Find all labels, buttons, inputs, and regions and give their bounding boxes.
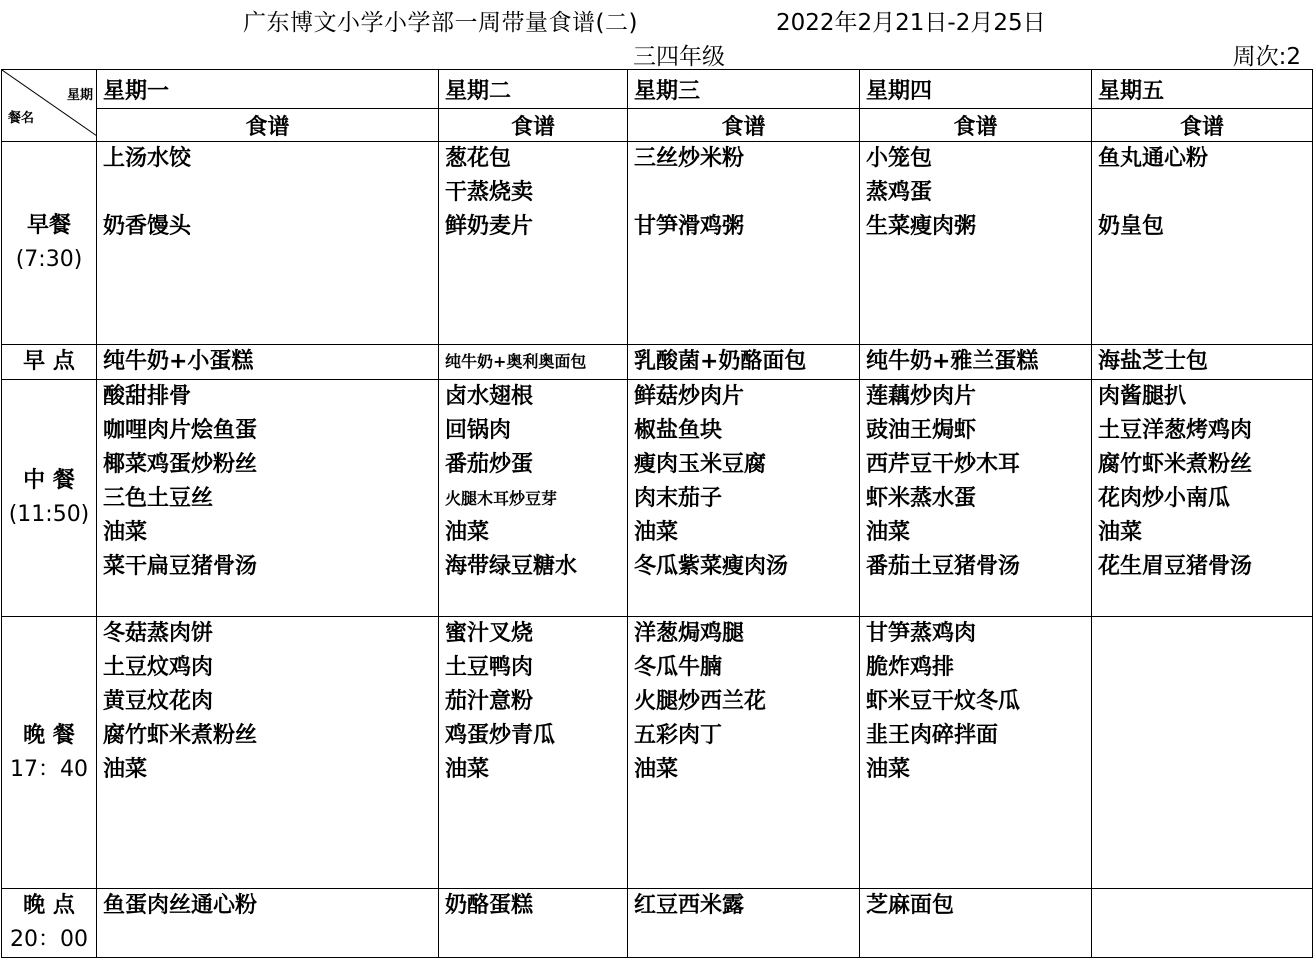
week-number: 周次:2	[1232, 44, 1301, 70]
dish-item: 油菜	[634, 757, 679, 782]
menu-cell	[860, 345, 1092, 380]
dish-item: 土豆鸭肉	[445, 655, 534, 680]
menu-table	[1, 69, 1313, 958]
dish-item: 冬菇蒸肉饼	[103, 621, 214, 646]
meal-row-evening-snack	[2, 889, 1313, 958]
menu-cell	[97, 142, 439, 345]
dish-item: 海带绿豆糖水	[445, 554, 578, 579]
meal-label	[2, 345, 97, 380]
dish-item: 火腿炒西兰花	[634, 689, 767, 714]
day-header-monday: 星期一	[97, 70, 439, 109]
dish-item: 酸甜排骨	[103, 384, 192, 409]
dish-item: 五彩肉丁	[634, 723, 723, 748]
meal-time: (11:50)	[8, 502, 90, 527]
menu-cell	[1092, 142, 1313, 345]
dish-item: 油菜	[634, 520, 679, 545]
dish-item: 鸡蛋炒青瓜	[445, 723, 556, 748]
menu-cell	[97, 617, 439, 889]
dish-item: 蒸鸡蛋	[866, 180, 933, 205]
meal-row-lunch	[2, 380, 1313, 617]
menu-cell	[628, 889, 860, 958]
menu-cell	[628, 142, 860, 345]
recipe-subheader: 食谱	[439, 109, 628, 142]
dish-item: 番茄炒蛋	[445, 452, 534, 477]
dish-item: 韭王肉碎拌面	[866, 723, 999, 748]
dish-item: 油菜	[445, 757, 490, 782]
dish-item: 洋葱焗鸡腿	[634, 621, 745, 646]
day-header-row	[2, 70, 1313, 109]
corner-diagonal	[2, 70, 97, 138]
menu-cell	[97, 345, 439, 380]
meal-time: 17：40	[10, 756, 88, 782]
corner-day-label: 星期	[66, 88, 93, 103]
dish-item: 腐竹虾米煮粉丝	[1098, 452, 1253, 477]
dish-item: 黄豆炆花肉	[103, 689, 214, 714]
meal-name: 晚 餐	[23, 722, 75, 748]
meal-label	[2, 617, 97, 889]
dish-item: 红豆西米露	[634, 893, 745, 918]
dish-item: 油菜	[103, 757, 148, 782]
dish-item: 奶香馒头	[103, 214, 192, 239]
meal-time: 20：00	[10, 927, 88, 952]
meal-time: (7:30)	[15, 247, 83, 272]
dish-item: 小笼包	[866, 146, 933, 171]
meal-name: 早 点	[23, 349, 75, 374]
meal-label	[2, 142, 97, 345]
meal-row-morning-snack	[2, 345, 1313, 380]
blank-line	[103, 176, 438, 210]
blank-line	[1098, 176, 1312, 210]
menu-cell	[1092, 345, 1313, 380]
menu-cell	[628, 380, 860, 617]
menu-cell	[97, 889, 439, 958]
meal-name: 晚 点	[23, 893, 75, 918]
dish-item: 脆炸鸡排	[866, 655, 955, 680]
dish-item: 鲜菇炒肉片	[634, 384, 745, 409]
dish-item: 莲藕炒肉片	[866, 384, 977, 409]
day-header-tuesday: 星期二	[439, 70, 628, 109]
dish-item: 鱼丸通心粉	[1098, 146, 1209, 171]
dish-item: 茄汁意粉	[445, 689, 534, 714]
menu-cell	[439, 345, 628, 380]
dish-item: 甘笋滑鸡粥	[634, 214, 745, 239]
grade-label: 三四年级	[633, 44, 725, 70]
dish-item: 奶皇包	[1098, 214, 1165, 239]
dish-item: 土豆炆鸡肉	[103, 655, 214, 680]
dish-item: 干蒸烧卖	[445, 180, 534, 205]
recipe-subheader: 食谱	[628, 109, 860, 142]
dish-item: 海盐芝士包	[1098, 349, 1209, 374]
dish-item: 冬瓜牛腩	[634, 655, 723, 680]
dish-item: 三色土豆丝	[103, 486, 214, 511]
dish-item: 虾米豆干炆冬瓜	[866, 689, 1021, 714]
dish-item: 咖哩肉片烩鱼蛋	[103, 418, 258, 443]
recipe-subheader: 食谱	[1092, 109, 1313, 142]
dish-item: 椒盐鱼块	[634, 418, 723, 443]
blank-line	[634, 176, 859, 210]
dish-item: 冬瓜紫菜瘦肉汤	[634, 554, 789, 579]
meal-label	[2, 380, 97, 617]
dish-item: 番茄土豆猪骨汤	[866, 554, 1021, 579]
meal-row-dinner	[2, 617, 1313, 889]
dish-item: 蜜汁叉烧	[445, 621, 534, 646]
meal-row-breakfast	[2, 142, 1313, 345]
dish-item: 纯牛奶+小蛋糕	[103, 349, 254, 374]
day-header-friday: 星期五	[1092, 70, 1313, 109]
menu-cell	[860, 380, 1092, 617]
menu-cell	[628, 345, 860, 380]
menu-cell	[97, 380, 439, 617]
recipe-subheader: 食谱	[860, 109, 1092, 142]
dish-item: 纯牛奶+奥利奥面包	[445, 352, 587, 371]
dish-item: 鲜奶麦片	[445, 214, 534, 239]
menu-cell	[1092, 889, 1313, 958]
dish-item: 西芹豆干炒木耳	[866, 452, 1021, 477]
dish-item: 鱼蛋肉丝通心粉	[103, 893, 258, 918]
dish-item: 油菜	[103, 520, 148, 545]
dish-item: 油菜	[445, 520, 490, 545]
menu-cell	[628, 617, 860, 889]
date-range: 2022年2月21日-2月25日	[776, 10, 1046, 36]
menu-cell	[860, 142, 1092, 345]
menu-cell	[439, 889, 628, 958]
menu-cell	[439, 142, 628, 345]
dish-item: 油菜	[1098, 520, 1143, 545]
corner-meal-label: 餐名	[8, 111, 35, 126]
dish-item: 三丝炒米粉	[634, 146, 745, 171]
dish-item: 豉油王焗虾	[866, 418, 977, 443]
dish-item: 卤水翅根	[445, 384, 534, 409]
subheader-row	[2, 109, 1313, 142]
dish-item: 油菜	[866, 520, 911, 545]
dish-item: 腐竹虾米煮粉丝	[103, 723, 258, 748]
dish-item: 葱花包	[445, 146, 512, 171]
dish-item: 纯牛奶+雅兰蛋糕	[866, 349, 1039, 374]
dish-item: 瘦肉玉米豆腐	[634, 452, 767, 477]
menu-cell	[1092, 617, 1313, 889]
menu-cell	[439, 617, 628, 889]
menu-cell	[860, 617, 1092, 889]
dish-item: 甘笋蒸鸡肉	[866, 621, 977, 646]
dish-item: 上汤水饺	[103, 146, 192, 171]
day-header-wednesday: 星期三	[628, 70, 860, 109]
recipe-subheader: 食谱	[97, 109, 439, 142]
menu-title: 广东博文小学小学部一周带量食谱(二)	[243, 10, 638, 36]
dish-item: 菜干扁豆猪骨汤	[103, 554, 258, 579]
corner-cell	[2, 70, 97, 142]
dish-item: 火腿木耳炒豆芽	[445, 489, 558, 508]
dish-item: 油菜	[866, 757, 911, 782]
dish-item: 回锅肉	[445, 418, 512, 443]
dish-item: 花生眉豆猪骨汤	[1098, 554, 1253, 579]
menu-cell	[1092, 380, 1313, 617]
dish-item: 花肉炒小南瓜	[1098, 486, 1231, 511]
meal-name: 中 餐	[23, 468, 75, 493]
dish-item: 乳酸菌+奶酪面包	[634, 349, 807, 374]
dish-item: 芝麻面包	[866, 893, 955, 918]
dish-item: 土豆洋葱烤鸡肉	[1098, 418, 1253, 443]
day-header-thursday: 星期四	[860, 70, 1092, 109]
dish-item: 虾米蒸水蛋	[866, 486, 977, 511]
meal-name: 早餐	[26, 213, 71, 238]
dish-item: 生菜瘦肉粥	[866, 214, 977, 239]
dish-item: 奶酪蛋糕	[445, 893, 534, 918]
dish-item: 椰菜鸡蛋炒粉丝	[103, 452, 258, 477]
dish-item: 肉酱腿扒	[1098, 384, 1187, 409]
menu-cell	[439, 380, 628, 617]
menu-cell	[860, 889, 1092, 958]
meal-label	[2, 889, 97, 958]
dish-item: 肉末茄子	[634, 486, 723, 511]
